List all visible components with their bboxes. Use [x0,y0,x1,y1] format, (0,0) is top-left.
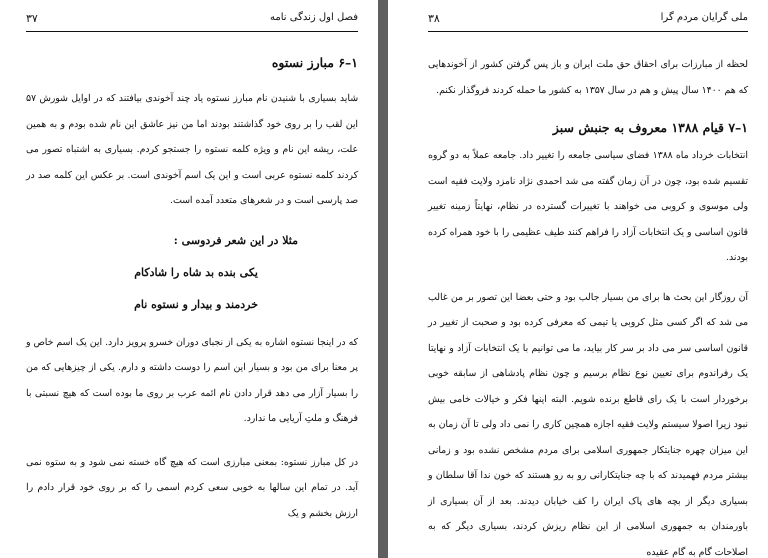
right-page [388,0,768,558]
left-page [0,0,378,558]
left-header-title: فصل اول زندگی نامه [270,12,358,23]
right-header-rule [428,31,748,32]
example-label: مثلا در این شعر فردوسی : [173,233,298,247]
right-header-title: ملی گرایان مردم گرا [660,12,748,23]
right-paragraph-1: لحظه از مبارزات برای احقاق حق ملت ایران و باز پس گرفتن کشور از آخوندهایی که هم ۱۴۰۰ سال پیش و هم در سال ۱۳۵۷ به کشور ما حمله کردند فروگذار نکنم. [428,59,748,96]
right-page-header [428,12,748,28]
left-paragraph-1: شاید بسیاری با شنیدن نام مبارز نستوه یاد چند آخوندی بیافتند که در اوایل شورش ۵۷ این لقب را بر روی خود گذاشتند بودند اما من نیز عاشق این نام شده بودم و به همین علت، ریشه این نام و ویژه کلمه نستوه را جستجو کردم. بسیاری به اشتباه تصور می کردند کلمه نستوه عربی است و این یک اسم آخوندی است. بر عکس این کلمه صد در صد پارسی است و در شعرهای متعدد آمده است. [26,93,358,206]
right-page-content [428,52,748,558]
verse-line-2: خردمند و بیدار و نستوه نام [134,297,258,311]
left-page-content [26,52,358,526]
verse-line-1: یکی بنده بد شاه را شادکام [134,265,258,279]
left-page-number: ۳۷ [26,12,38,25]
section-heading-6: ۱–۶ مبارز نستوه [271,55,358,70]
left-header-rule [26,31,358,32]
right-paragraph-3: آن روزگار این بحث ها برای من بسیار جالب بود و حتی بعضا این تصور بر من غالب می شد که اگر کسی مثل کروبی یا تیمی که معرفی کرده بود و صحبت از تغییر در قانون اساسی سر می داد بر سر کار بیاید، ما می توانیم با یک انتخابات آزاد و نهایتا یک رفراندوم برای تعیین نوع نظام برسیم و چون نظام پادشاهی از سابقه خوبی برخوردار است با یک رای قاطع برنده شویم. البته اینها فکر و خیالات خامی بیش نبود زیرا اصولا سیستم ولایت فقیه اجازه همچین کاری را نمی داد ولی تا آن زمان به این میزان چهره جنایتکار جمهوری اسلامی برای مردم مشخص نشده بود و زمانی بیشتر مردم فهمیدند که با چه جنایتکارانی رو به رو هستند که خون ندا آقا سلطان و بسیاری دیگر از بچه های پاک ایران را کف خیابان دیدند. بعد از آن بسیاری از باورمندان به جمهوری اسلامی از این نظام ریزش کردند، بسیاری دیگر که به اصلاحات گام به گام عقیده [428,291,748,558]
left-paragraph-3: در کل مبارز نستوه: بمعنی مبارزی است که هیچ گاه خسته نمی شود و به ستوه نمی آید. در تمام این سالها به خوبی سعی کردم اسمی را که بر روی خود قرار دادم را ارزش بخشم و یک [26,456,358,519]
left-paragraph-2: که در اینجا نستوه اشاره به یکی از نجبای دوران خسرو پرویز دارد. این یک اسم خاص و پر معنا برای من بود و بسیار این اسم را دوست داشته و دارم. یکی از چیزهایی که من را بسیار آزار می دهد قرار دادن نام ائمه عرب بر روی ما بوده است که هیچ نسبتی با فرهنگ و ملتِ آریایی ما ندارد. [26,336,358,424]
section-heading-7: ۱–۷ قیام ۱۳۸۸ معروف به جنبش سبز [552,120,748,135]
right-page-number: ۳۸ [428,12,440,25]
book-gutter [378,0,388,558]
left-page-header [26,12,358,28]
right-paragraph-2: انتخابات خرداد ماه ۱۳۸۸ فضای سیاسی جامعه را تغییر داد. جامعه عملاً به دو گروه تقسیم شده بود، چون در آن زمان گفته می شد احمدی نژاد نامزد ولایت فقیه است ولی موسوی و کروبی می خواهند با تغییرات گسترده در نظام، نهایتاً زمینه تغییر قانون اساسی و یک انتخابات آزاد را فراهم کنند طیف عظیمی را با خود همراه کرده بودند. [428,150,748,263]
